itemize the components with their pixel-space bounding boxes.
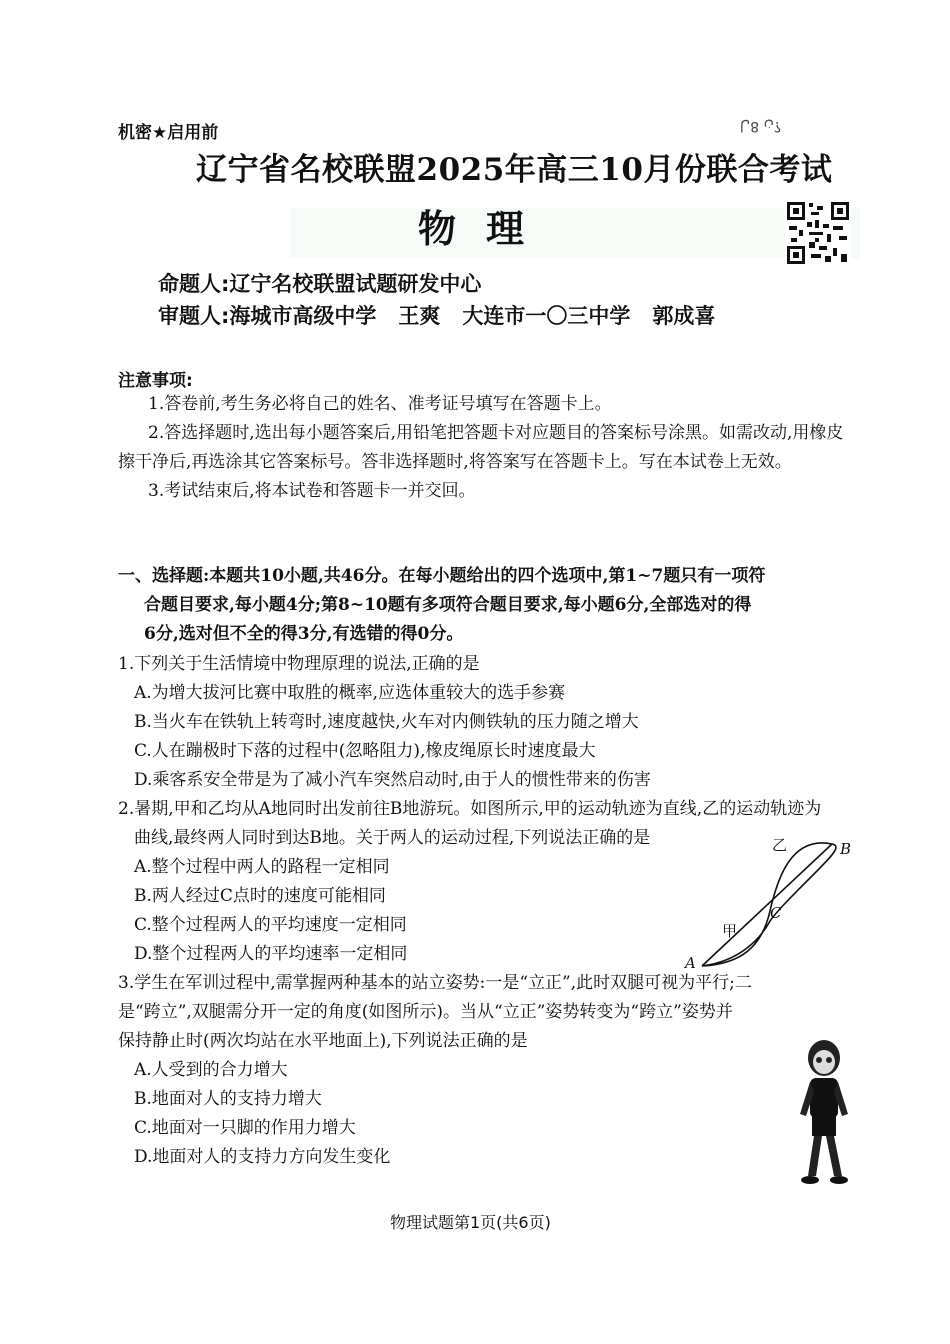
q2-option-d: D.整个过程两人的平均速率一定相同 bbox=[134, 944, 408, 964]
q2-stem-line-1: 2.暑期,甲和乙均从A地同时出发前往B地游玩。如图所示,甲的运动轨迹为直线,乙的运动轨迹为 bbox=[118, 799, 822, 819]
exam-title: 辽宁省名校联盟2025年高三10月份联合考试 bbox=[196, 152, 833, 188]
subject-title: 物理 bbox=[418, 207, 555, 251]
note-item: 2.答选择题时,选出每小题答案后,用铅笔把答题卡对应题目的答案标号涂黑。如需改动,用橡皮擦干净后,再选涂其它答案标号。答非选择题时,将答案写在答题卡上。写在本试卷上无效。 bbox=[118, 423, 844, 472]
background-smudge bbox=[290, 208, 860, 258]
question-reviewer bbox=[158, 300, 715, 330]
q3-stem-line-3: 保持静止时(两次均站在水平地面上),下列说法正确的是 bbox=[118, 1031, 528, 1051]
q2-option-b: B.两人经过C点时的速度可能相同 bbox=[134, 886, 386, 906]
question-setter: 命题人:辽宁名校联盟试题研发中心 bbox=[158, 272, 482, 296]
reviewer-name-2: 郭成喜 bbox=[652, 304, 716, 328]
section-instructions bbox=[118, 562, 858, 649]
reviewer-school-1: 海城市高级中学 bbox=[229, 304, 377, 328]
q1-option-b: B.当火车在铁轨上转弯时,速度越快,火车对内侧铁轨的压力随之增大 bbox=[134, 712, 639, 732]
section-line-1: 一、选择题:本题共10小题,共46分。在每小题给出的四个选项中,第1~7题只有一项符 bbox=[118, 566, 766, 586]
label-jia: 甲 bbox=[722, 922, 738, 940]
q3-option-d: D.地面对人的支持力方向发生变化 bbox=[134, 1147, 391, 1167]
path-jia-line bbox=[702, 844, 832, 966]
q1-option-a: A.为增大拔河比赛中取胜的概率,应选体重较大的选手参赛 bbox=[134, 683, 566, 703]
section-line-2: 合题目要求,每小题4分;第8~10题有多项符合题目要求,每小题6分,全部选对的得 bbox=[144, 595, 752, 615]
reviewer-name-1: 王爽 bbox=[398, 304, 441, 328]
label-yi: 乙 bbox=[772, 836, 788, 854]
student-standing-illustration bbox=[792, 1036, 856, 1186]
notes-heading: 注意事项: bbox=[118, 371, 193, 391]
page-footer: 物理试题第1页(共6页) bbox=[390, 1213, 551, 1232]
q2-option-c: C.整个过程两人的平均速度一定相同 bbox=[134, 915, 407, 935]
label-c: C bbox=[770, 904, 782, 922]
label-b: B bbox=[840, 840, 852, 858]
qr-code-icon bbox=[785, 200, 851, 266]
q3-option-a: A.人受到的合力增大 bbox=[134, 1060, 288, 1080]
note-item: 1.答卷前,考生务必将自己的姓名、准考证号填写在答题卡上。 bbox=[148, 394, 612, 414]
q2-stem-line-2: 曲线,最终两人同时到达B地。关于两人的运动过程,下列说法正确的是 bbox=[134, 828, 651, 848]
q3-stem-line-1: 3.学生在军训过程中,需掌握两种基本的站立姿势:一是“立正”,此时双腿可视为平行;二 bbox=[118, 973, 752, 993]
q1-stem: 1.下列关于生活情境中物理原理的说法,正确的是 bbox=[118, 654, 480, 674]
q3-option-c: C.地面对一只脚的作用力增大 bbox=[134, 1118, 356, 1138]
reviewer-school-2: 大连市一〇三中学 bbox=[462, 304, 631, 328]
trajectory-figure bbox=[682, 826, 862, 974]
notes-list bbox=[118, 390, 844, 506]
section-line-3: 6分,选对但不全的得3分,有选错的得0分。 bbox=[144, 624, 464, 644]
q3-stem-line-2: 是“跨立”,双腿需分开一定的角度(如图所示)。当从“立正”姿势转变为“跨立”姿势并 bbox=[118, 1002, 733, 1022]
q1-option-d: D.乘客系安全带是为了减小汽车突然启动时,由于人的惯性带来的伤害 bbox=[134, 770, 651, 790]
note-item: 3.考试结束后,将本试卷和答题卡一并交回。 bbox=[148, 481, 476, 501]
q1-option-c: C.人在蹦极时下落的过程中(忽略阻力),橡皮绳原长时速度最大 bbox=[134, 741, 596, 761]
corner-stamp: ل8 ن؟ bbox=[740, 118, 782, 134]
reviewer-label: 审题人: bbox=[158, 304, 230, 328]
q2-option-a: A.整个过程中两人的路程一定相同 bbox=[134, 857, 390, 877]
label-a: A bbox=[685, 954, 696, 972]
q3-option-b: B.地面对人的支持力增大 bbox=[134, 1089, 322, 1109]
confidential-mark: 机密★启用前 bbox=[118, 123, 219, 143]
